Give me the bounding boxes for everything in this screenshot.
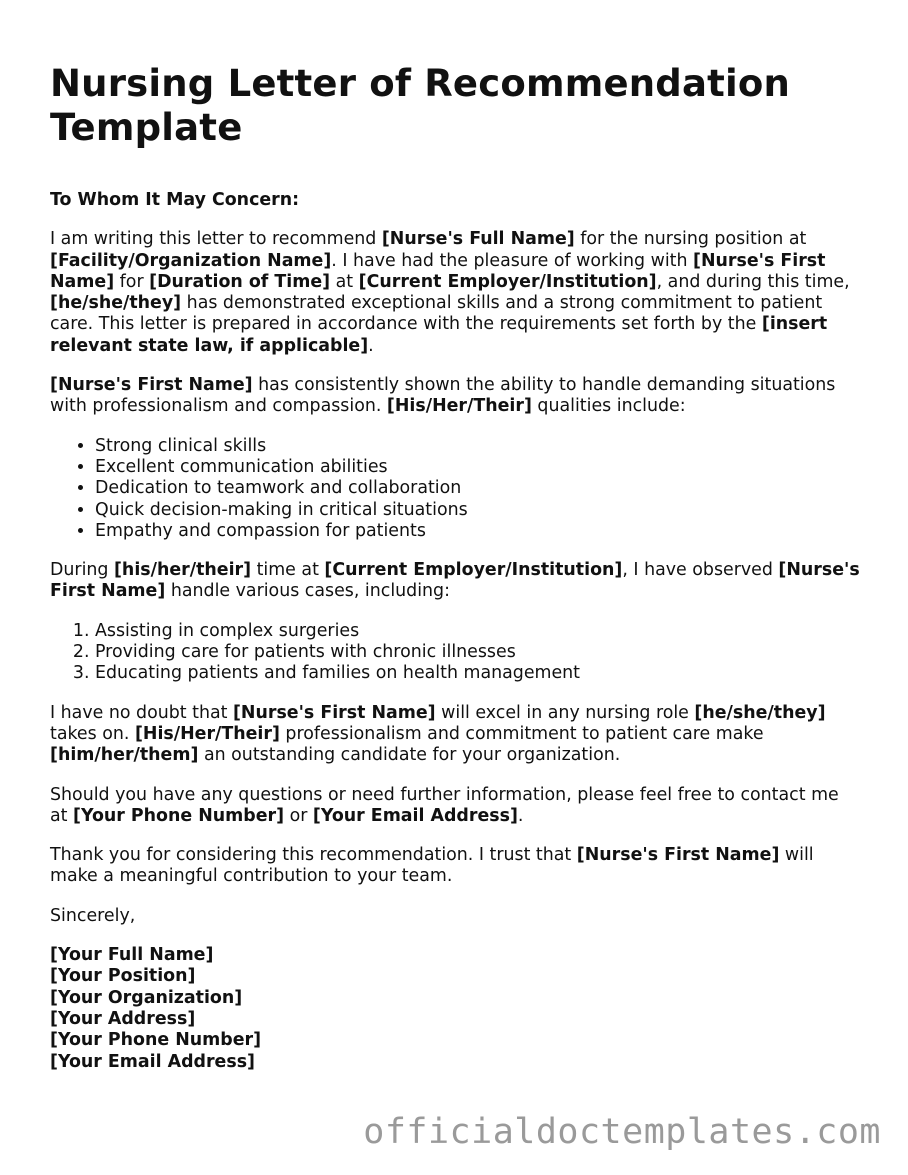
- thanks-paragraph: [50, 845, 860, 888]
- list-item: • Dedication to teamwork and collaboration: [95, 478, 860, 499]
- watermark: officialdoctemplates.com: [363, 1112, 881, 1152]
- closing: Sincerely,: [50, 905, 136, 926]
- signature-line: [Your Position]: [50, 966, 196, 987]
- text: or: [284, 805, 313, 826]
- placeholder: [he/she/they]: [50, 293, 182, 314]
- document-title: Nursing Letter of Recommendation Template: [50, 62, 791, 149]
- signature-line: [Your Email Address]: [50, 1051, 255, 1072]
- placeholder: [Nurse's First Name]: [50, 375, 253, 396]
- cases-list: [50, 621, 860, 685]
- list-item: 2. Providing care for patients with chronic illnesses: [95, 642, 860, 663]
- signature-block: [50, 945, 860, 1073]
- placeholder: [His/Her/Their]: [386, 396, 532, 417]
- placeholder: [Duration of Time]: [149, 271, 331, 292]
- text: an outstanding candidate for your organization.: [198, 745, 621, 766]
- placeholder: [Facility/Organization Name]: [50, 250, 332, 271]
- text: handle various cases, including:: [165, 581, 450, 602]
- text: at: [330, 271, 359, 292]
- list-item: 3. Educating patients and families on health management: [95, 663, 860, 684]
- text: takes on.: [50, 723, 135, 744]
- text: I have no doubt that: [50, 702, 233, 723]
- text: qualities include:: [531, 396, 686, 417]
- document-page: [50, 62, 860, 1073]
- list-item: 1. Assisting in complex surgeries: [95, 621, 860, 642]
- placeholder: [he/she/they]: [694, 702, 826, 723]
- placeholder: [His/Her/Their]: [134, 723, 280, 744]
- text: time at: [251, 560, 325, 581]
- placeholder: [Current Employer/Institution]: [358, 271, 657, 292]
- text: , I have observed: [622, 560, 779, 581]
- signature-line: [Your Full Name]: [50, 945, 214, 966]
- text: will make a meaningful contribution to your team.: [50, 845, 814, 887]
- text: will excel in any nursing role: [435, 702, 695, 723]
- list-item: • Strong clinical skills: [95, 436, 860, 457]
- text: for: [114, 271, 150, 292]
- salutation: To Whom It May Concern:: [50, 190, 300, 210]
- placeholder: [insert relevant state law, if applicable]: [50, 314, 828, 356]
- placeholder: [Current Employer/Institution]: [324, 560, 623, 581]
- text: for the nursing position at: [574, 229, 807, 250]
- contact-paragraph: [50, 785, 860, 828]
- text: , and during this time,: [656, 271, 850, 292]
- text: has demonstrated exceptional skills and a strong commitment to patient care. This letter is prepared in accordance with the requirements set forth by the: [50, 293, 823, 335]
- text: Thank you for considering this recommendation. I trust that: [50, 845, 577, 866]
- text: professionalism and commitment to patient care make: [279, 723, 764, 744]
- text: .: [368, 335, 374, 356]
- text: . I have had the pleasure of working with: [331, 250, 694, 271]
- qualities-paragraph: [50, 375, 860, 418]
- placeholder: [Nurse's First Name]: [576, 845, 780, 866]
- placeholder: [Nurse's First Name]: [50, 560, 860, 602]
- signature-line: [Your Organization]: [50, 987, 243, 1008]
- placeholder: [Your Phone Number]: [73, 805, 285, 826]
- placeholder: [Your Email Address]: [312, 805, 518, 826]
- placeholder: [his/her/their]: [113, 560, 252, 581]
- list-item: • Empathy and compassion for patients: [95, 521, 860, 542]
- signature-line: [Your Address]: [50, 1008, 196, 1029]
- qualities-list: [50, 436, 860, 542]
- text: Should you have any questions or need further information, please feel free to contact me at: [50, 784, 839, 826]
- text: I am writing this letter to recommend: [50, 229, 382, 250]
- placeholder: [Nurse's Full Name]: [381, 229, 575, 250]
- intro-paragraph: [50, 229, 860, 357]
- endorsement-paragraph: [50, 703, 860, 767]
- text: During: [50, 560, 114, 581]
- list-item: • Excellent communication abilities: [95, 457, 860, 478]
- placeholder: [Nurse's First Name]: [50, 250, 826, 292]
- text: .: [517, 805, 524, 826]
- placeholder: [Nurse's First Name]: [232, 702, 436, 723]
- signature-line: [Your Phone Number]: [50, 1030, 262, 1051]
- list-item: • Quick decision-making in critical situations: [95, 500, 860, 521]
- cases-paragraph: [50, 560, 860, 603]
- placeholder: [him/her/them]: [50, 745, 199, 766]
- text: has consistently shown the ability to handle demanding situations with professionalism and compassion.: [50, 375, 836, 417]
